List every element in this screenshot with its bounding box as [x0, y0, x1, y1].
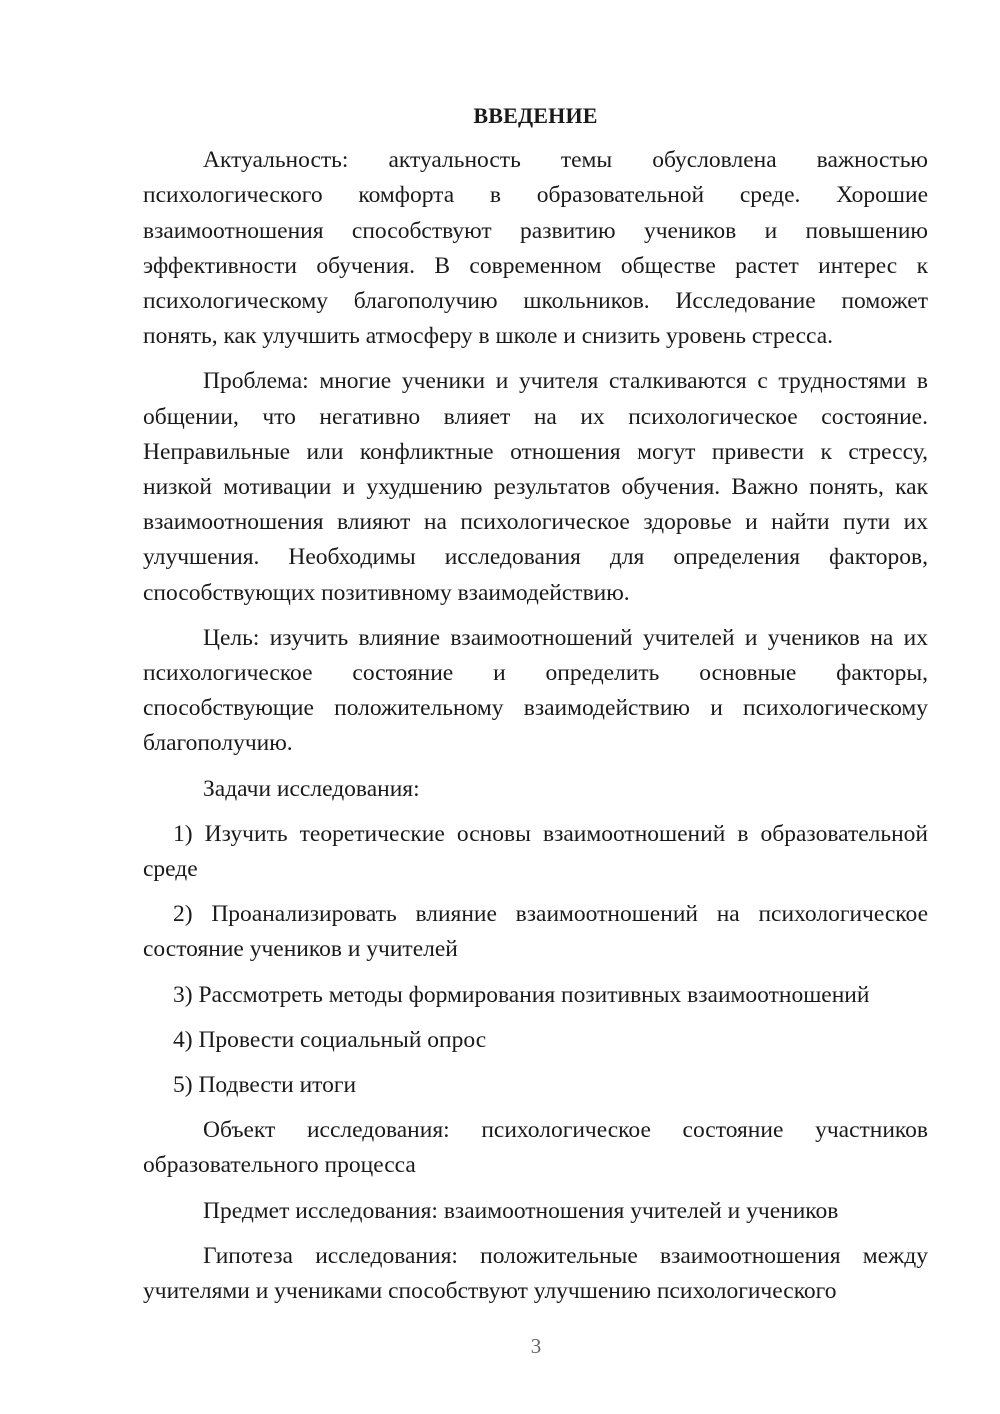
paragraph-goal: Цель: изучить влияние взаимоотношений учителей и учеников на их психологическое состояние и определить основные факторы, способствующие положительному взаимодействию и психологическому благополучию. [143, 624, 928, 757]
paragraph-relevance: Актуальность: актуальность темы обусловлена важностью психологического комфорта в образовательной среде. Хорошие взаимоотношения способствуют развитию учеников и повышению эффективности обучения. В современном обществе растет интерес к психологическому благополучию школьников. Исследование поможет понять, как улучшить атмосферу в школе и снизить уровень стресса. [143, 147, 928, 350]
list-item: 5) Подвести итоги [173, 1072, 357, 1099]
paragraph-subject: Предмет исследования: взаимоотношения учителей и учеников [203, 1197, 839, 1224]
page-content [143, 98, 928, 1319]
list-item: 2) Проанализировать влияние взаимоотношений на психологическое состояние учеников и учителей [143, 901, 928, 963]
paragraph-object: Объект исследования: психологическое состояние участников образовательного процесса [143, 1117, 928, 1179]
tasks-title: Задачи исследования: [203, 775, 420, 802]
page-heading: ВВЕДЕНИЕ [473, 103, 598, 128]
paragraph-problem: Проблема: многие ученики и учителя сталкиваются с трудностями в общении, что негативно влияет на их психологическое состояние. Неправильные или конфликтные отношения могут привести к стрессу, низкой мотивации и ухудшению результатов обучения. Важно понять, как взаимоотношения влияют на психологическое здоровье и найти пути их улучшения. Необходимы исследования для определения факторов, способствующих позитивному взаимодействию. [143, 368, 928, 606]
tasks-list [143, 817, 928, 1103]
list-item: 4) Провести социальный опрос [173, 1026, 487, 1053]
list-item: 3) Рассмотреть методы формирования позитивных взаимоотношений [173, 981, 870, 1008]
page-number: 3 [530, 1334, 542, 1358]
list-item: 1) Изучить теоретические основы взаимоотношений в образовательной среде [143, 820, 928, 883]
paragraph-hypothesis: Гипотеза исследования: положительные взаимоотношения между учителями и учениками способствуют улучшению психологического [143, 1242, 928, 1305]
